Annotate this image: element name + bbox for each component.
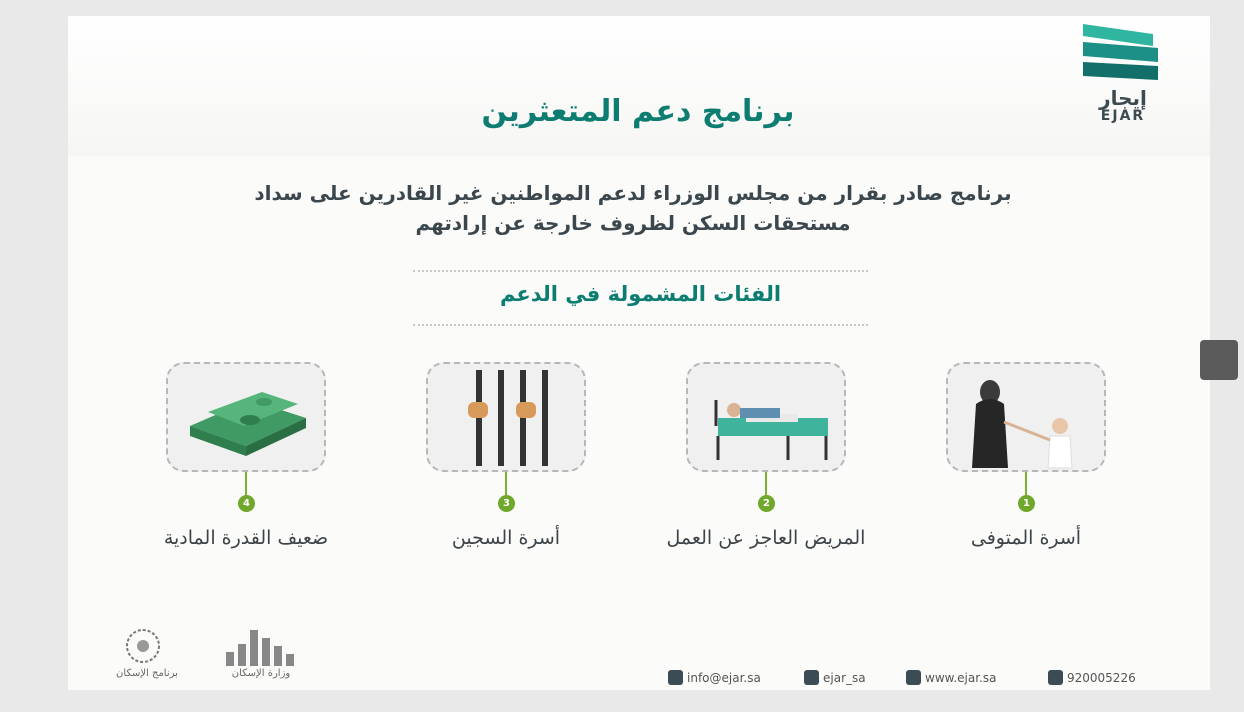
category-icon-frame: [686, 362, 846, 472]
category-icon-frame: [426, 362, 586, 472]
category-card-3: [426, 362, 586, 582]
infographic-card: [68, 16, 1210, 690]
category-card-4: [163, 362, 329, 582]
phone-icon: [1048, 670, 1063, 685]
category-icon-frame: [946, 362, 1106, 472]
housing-program-logo-text: برنامج الإسكان: [116, 668, 178, 679]
connector-line: [765, 472, 767, 496]
globe-icon: [906, 670, 921, 685]
email-icon: [668, 670, 683, 685]
housing-program-logo-icon: [116, 624, 170, 674]
category-label: المريض العاجز عن العمل: [666, 527, 866, 549]
ejar-logo-arabic: إيجار: [1099, 86, 1147, 110]
hospital-bed-icon: [688, 364, 844, 470]
twitter-icon: [804, 670, 819, 685]
category-label: أسرة المتوفى: [970, 527, 1082, 549]
category-card-1: [946, 362, 1106, 582]
phone-contact[interactable]: 920005226: [1048, 666, 1136, 690]
prison-bars-icon: [428, 364, 584, 470]
family-icon: [948, 364, 1104, 470]
program-description: برنامج صادر بقرار من مجلس الوزراء لدعم المواطنين غير القادرين على سداد مستحقات السكن لظروف خارجة عن إرادتهم: [254, 181, 1012, 235]
connector-line: [505, 472, 507, 496]
watermark-badge-icon: [1200, 340, 1238, 380]
connector-line: [245, 472, 247, 496]
header-band: [68, 16, 1210, 156]
ministry-of-housing-logo-text: وزارة الإسكان: [231, 668, 291, 679]
categories-title: الفئات المشمولة في الدعم: [499, 282, 782, 306]
category-icon-frame: [166, 362, 326, 472]
category-label: أسرة السجين: [451, 527, 561, 549]
category-card-2: [666, 362, 866, 582]
category-label: ضعيف القدرة المادية: [163, 527, 329, 549]
category-number: 1: [1018, 495, 1035, 512]
category-number: 4: [238, 495, 255, 512]
divider-top: [413, 270, 868, 272]
category-number: 2: [758, 495, 775, 512]
money-stack-icon: [168, 364, 324, 470]
ministry-of-housing-logo-icon: [220, 622, 302, 668]
ejar-logo-english: EJAR: [1100, 108, 1146, 124]
page-title: برنامج دعم المتعثرين: [481, 94, 795, 129]
twitter-contact[interactable]: ejar_sa: [804, 666, 866, 690]
website-contact[interactable]: www.ejar.sa: [906, 666, 996, 690]
divider-bottom: [413, 324, 868, 326]
category-number: 3: [498, 495, 515, 512]
connector-line: [1025, 472, 1027, 496]
email-contact[interactable]: info@ejar.sa: [668, 666, 761, 690]
